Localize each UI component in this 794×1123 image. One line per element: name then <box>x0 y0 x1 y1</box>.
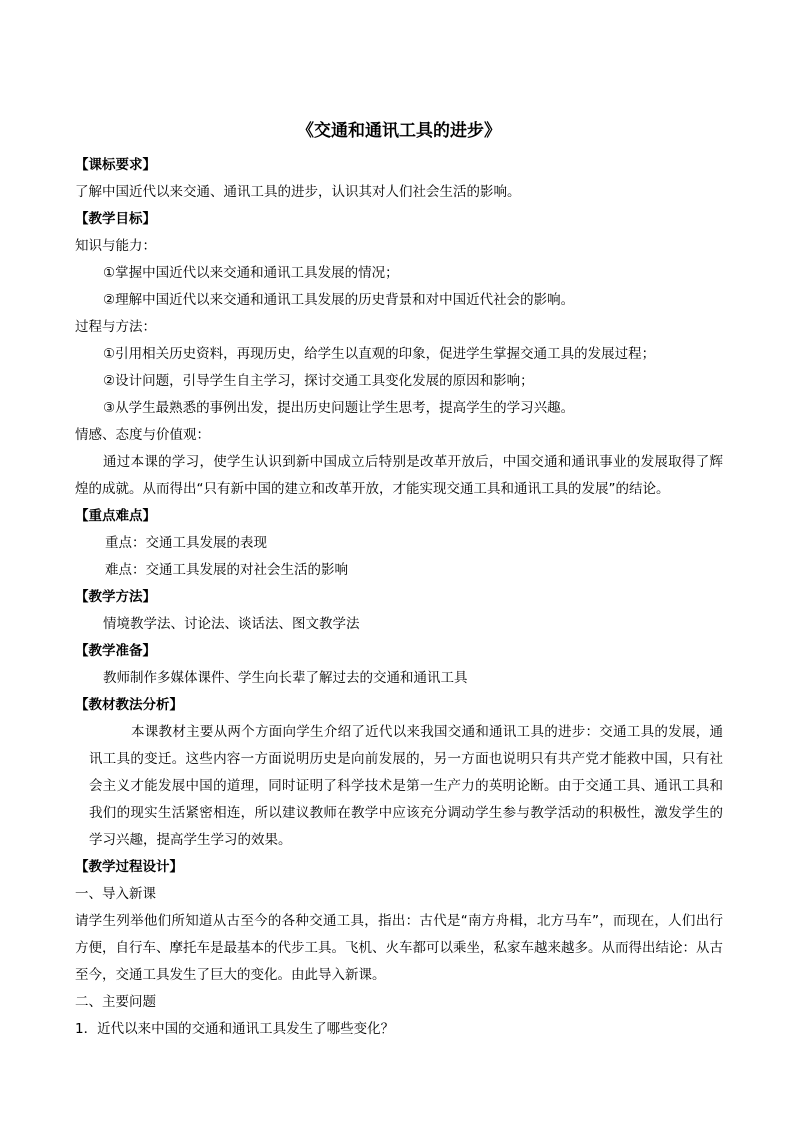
section-heading-preparation: 【教学准备】 <box>75 643 156 659</box>
section-heading-goals: 【教学目标】 <box>75 211 156 227</box>
document-title: 《交通和通讯工具的进步》 <box>297 121 501 141</box>
attitude-paragraph: 通过本课的学习，使学生认识到新中国成立后特别是改革开放后，中国交通和通讯事业的发展取得了辉煌的成就。从而得出“只有新中国的建立和改革开放，才能实现交通工具和通讯工具的发展”的结论。 <box>75 454 723 497</box>
knowledge-item-2: ②理解中国近代以来交通和通讯工具发展的历史背景和对中国近代社会的影响。 <box>103 292 575 308</box>
process-item-2: ②设计问题，引导学生自主学习，探讨交通工具变化发展的原因和影响； <box>103 373 534 389</box>
section-heading-analysis: 【教材教法分析】 <box>75 697 183 713</box>
standard-text: 了解中国近代以来交通、通讯工具的进步，认识其对人们社会生活的影响。 <box>75 184 521 200</box>
process-item-1: ①引用相关历史资料，再现历史，给学生以直观的印象，促进学生掌握交通工具的发展过程； <box>103 346 656 362</box>
section-heading-key-points: 【重点难点】 <box>75 508 156 524</box>
difficult-point: 难点：交通工具发展的对社会生活的影响 <box>105 562 348 578</box>
attitude-label: 情感、态度与价值观： <box>75 427 210 443</box>
section-heading-process: 【教学过程设计】 <box>75 859 183 875</box>
knowledge-item-1: ①掌握中国近代以来交通和通讯工具发展的情况； <box>103 265 399 281</box>
preparation-text: 教师制作多媒体课件、学生向长辈了解过去的交通和通讯工具 <box>103 670 468 686</box>
process-item-3: ③从学生最熟悉的事例出发，提出历史问题让学生思考，提高学生的学习兴趣。 <box>103 400 575 416</box>
part-1-title: 一、导入新课 <box>75 886 156 902</box>
analysis-paragraph: 本课教材主要从两个方面向学生介绍了近代以来我国交通和通讯工具的进步：交通工具的发展，通讯工具的变迁。这些内容一方面说明历史是向前发展的，另一方面也说明只有共产党才能救中国，只有社会主义才能发展中国的道理，同时证明了科学技术是第一生产力的英明论断。由于交通工具、通讯工具和我们的现实生活紧密相连，所以建议教师在教学中应该充分调动学生参与教学活动的积极性，激发学生的学习兴趣，提高学生学习的效果。 <box>89 724 723 848</box>
part-1-paragraph: 请学生列举他们所知道从古至今的各种交通工具，指出：古代是“南方舟楫，北方马车”，而现在，人们出行方便，自行车、摩托车是最基本的代步工具。飞机、火车都可以乘坐，私家车越来越多。从而得出结论：从古至今，交通工具发生了巨大的变化。由此导入新课。 <box>75 913 723 983</box>
question-1: 1．近代以来中国的交通和通讯工具发生了哪些变化？ <box>75 1021 395 1037</box>
section-heading-methods: 【教学方法】 <box>75 589 156 605</box>
section-heading-standard: 【课标要求】 <box>75 157 156 173</box>
process-label: 过程与方法： <box>75 319 156 335</box>
method-text: 情境教学法、讨论法、谈话法、图文教学法 <box>103 616 360 632</box>
key-point: 重点：交通工具发展的表现 <box>105 535 267 551</box>
document-page <box>75 118 723 1043</box>
knowledge-label: 知识与能力： <box>75 238 156 254</box>
part-2-title: 二、主要问题 <box>75 994 156 1010</box>
